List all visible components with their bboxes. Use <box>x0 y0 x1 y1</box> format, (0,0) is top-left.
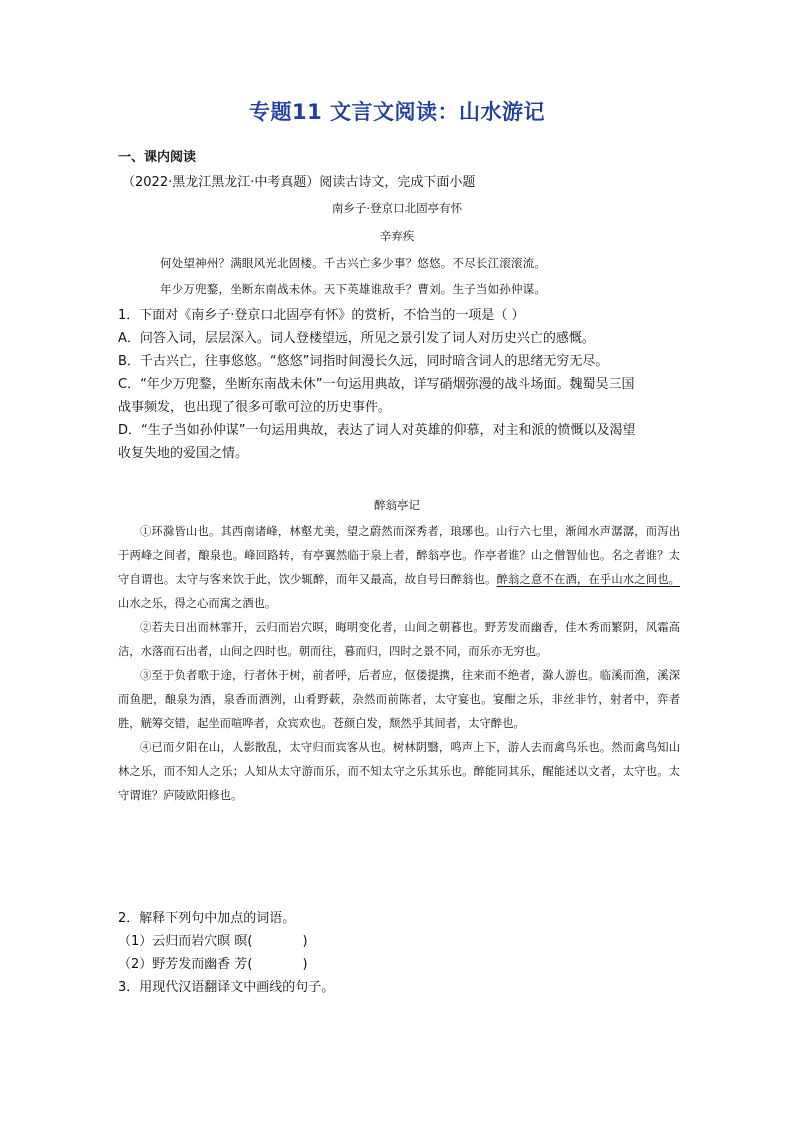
essay-paragraph-1: ①环滁皆山也。其西南诸峰，林壑尤美，望之蔚然而深秀者，琅琊也。山行六七里，渐闻水声潺潺，而泻出于两峰之间者，酿泉也。峰回路转，有亭翼然临于泉上者，醉翁亭也。作亭者谁？山之僧智仙也。名之者谁？太守自谓也。太守与客来饮于此，饮少辄醉，而年又最高，故自号曰醉翁也。醉翁之意不在酒，在乎山水之间也。山水之乐，得之心而寓之酒也。 <box>118 525 680 610</box>
poem-line: 何处望神州？满眼风光北固楼。千古兴亡多少事？悠悠。不尽长江滚滚流。 <box>160 256 547 270</box>
page-title: 专题11 文言文阅读：山水游记 <box>248 100 546 124</box>
sub-question-1: （1）云归而岩穴暝 暝( ) <box>118 934 308 949</box>
poem-author: 辛弃疾 <box>379 229 415 243</box>
question-stem: 2．解释下列句中加点的词语。 <box>118 911 296 926</box>
essay-paragraph-4: ④已而夕阳在山，人影散乱，太守归而宾客从也。树林阴翳，鸣声上下，游人去而禽鸟乐也。然而禽鸟知山林之乐，而不知人之乐；人知从太守游而乐，而不知太守之乐其乐也。醉能同其乐，醒能述以文者，太守也。太守谓谁？庐陵欧阳修也。 <box>118 741 680 802</box>
essay-paragraph-3: ③至于负者歌于途，行者休于树，前者呼，后者应，伛偻提携，往来而不绝者，滁人游也。临溪而渔，溪深而鱼肥，酿泉为酒，泉香而酒洌，山肴野蔌，杂然而前陈者，太守宴也。宴酣之乐，非丝非竹，射者中，弈者胜，觥筹交错，起坐而喧哗者，众宾欢也。苍颜白发，颓然乎其间者，太守醉也。 <box>118 669 680 730</box>
essay-paragraph-2: ②若夫日出而林霏开，云归而岩穴暝，晦明变化者，山间之朝暮也。野芳发而幽香，佳木秀而繁阴，风霜高洁，水落而石出者，山间之四时也。朝而往，暮而归，四时之景不同，而乐亦无穷也。 <box>118 621 680 658</box>
essay-title: 醉翁亭记 <box>374 498 420 512</box>
section-heading: 一、课内阅读 <box>118 150 197 165</box>
option-d: D．“生子当如孙仲谋”一句运用典故，表达了词人对英雄的仰慕，对主和派的愤慨以及渴望 <box>118 423 636 438</box>
sub-question-2: （2）野芳发而幽香 芳( ) <box>118 957 308 972</box>
option-b: B．千古兴亡，往事悠悠。“悠悠”词指时间漫长久远，同时暗含词人的思绪无穷无尽。 <box>118 354 609 369</box>
question-stem: 1．下面对《南乡子·登京口北固亭有怀》的赏析，不恰当的一项是（ ） <box>118 308 525 323</box>
poem-title: 南乡子·登京口北固亭有怀 <box>331 201 463 215</box>
question-2 <box>118 907 678 999</box>
question-3-stem: 3．用现代汉语翻译文中画线的句子。 <box>118 980 335 995</box>
option-d-continued: 收复失地的爱国之情。 <box>118 446 249 461</box>
underlined-sentence: 醉翁之意不在酒，在乎山水之间也。 <box>496 573 680 586</box>
option-a: A．问答入词，层层深入。词人登楼望远，所见之景引发了词人对历史兴亡的感慨。 <box>118 331 595 346</box>
question-1 <box>118 304 678 465</box>
poem-line: 年少万兜鍪，坐断东南战未休。天下英雄谁敌手？曹刘。生子当如孙仲谋。 <box>160 282 547 296</box>
essay-body <box>118 520 680 808</box>
question-source: （2022·黑龙江黑龙江·中考真题）阅读古诗文，完成下面小题 <box>122 175 476 190</box>
option-c-continued: 战事频发，也出现了很多可歌可泣的历史事件。 <box>118 400 392 415</box>
option-c: C．“年少万兜鍪，坐断东南战未休”一句运用典故，详写硝烟弥漫的战斗场面。魏蜀吴三国 <box>118 377 635 392</box>
